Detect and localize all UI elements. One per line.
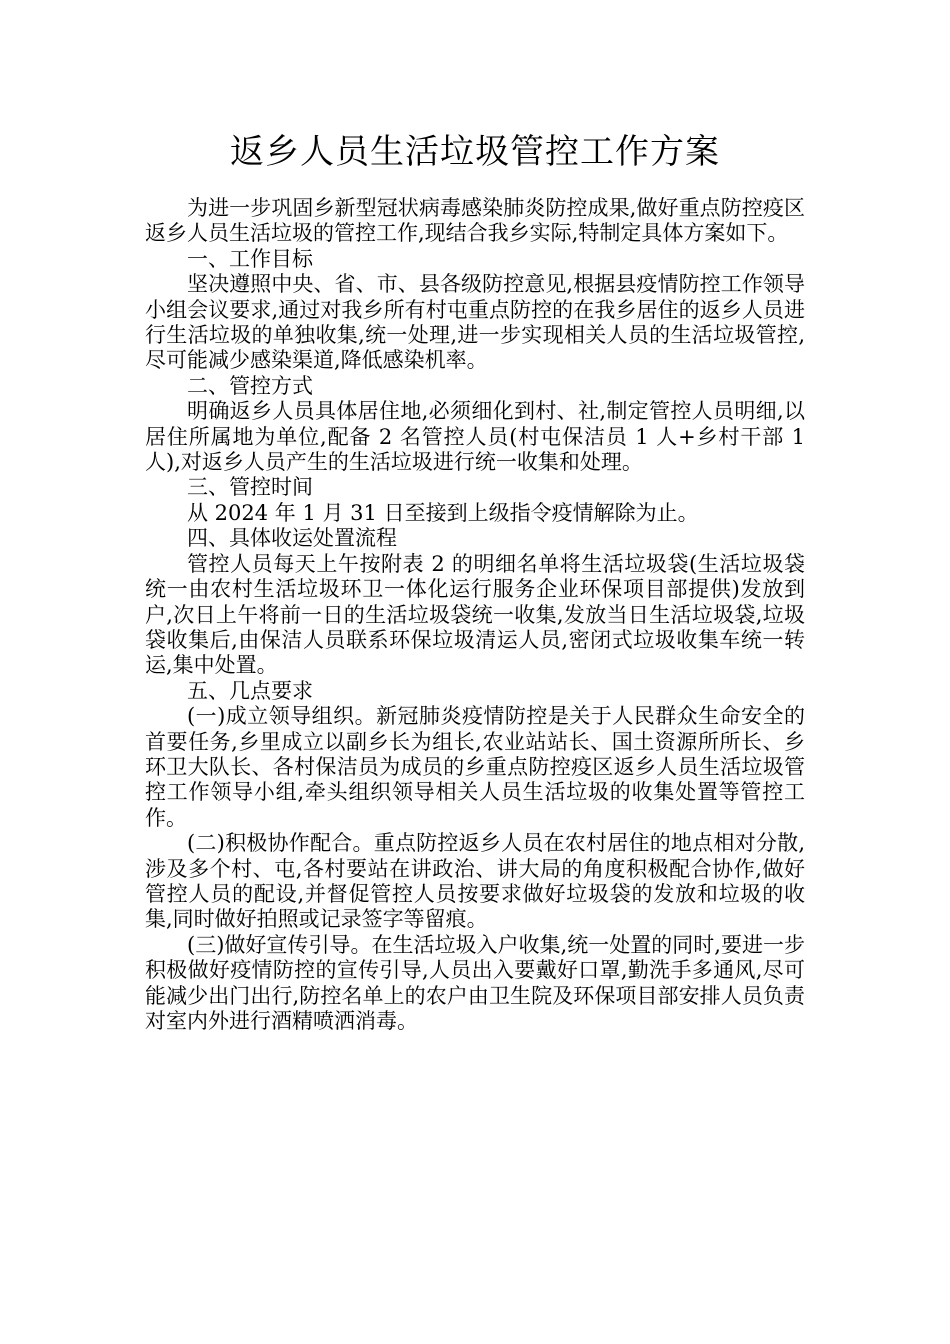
document-page	[145, 0, 805, 1034]
document-title: 返乡人员生活垃圾管控工作方案	[230, 132, 720, 172]
section-heading-goals: 一、工作目标	[187, 246, 313, 271]
requirement-publicity-paragraph: (三)做好宣传引导。在生活垃圾入户收集,统一处置的同时,要进一步积极做好疫情防控的宣传引导,人员出入要戴好口罩,勤洗手多通风,尽可能减少出门出行,防控名单上的农户由卫生院及环保项目部安排人员负责对室内外进行酒精喷洒消毒。	[145, 932, 805, 1033]
section-process-paragraph: 管控人员每天上午按附表 2 的明细名单将生活垃圾袋(生活垃圾袋统一由农村生活垃圾环卫一体化运行服务企业环保项目部提供)发放到户,次日上午将前一日的生活垃圾袋统一收集,发放当日生活垃圾袋,垃圾袋收集后,由保洁人员联系环保垃圾清运人员,密闭式垃圾收集车统一转运,集中处置。	[145, 551, 805, 678]
section-method-paragraph: 明确返乡人员具体居住地,必须细化到村、社,制定管控人员明细,以居住所属地为单位,配备 2 名管控人员(村屯保洁员 1 人+乡村干部 1 人),对返乡人员产生的生活垃圾进行统一收集和处理。	[145, 399, 805, 475]
section-heading-process: 四、具体收运处置流程	[187, 526, 397, 551]
requirement-cooperation-paragraph: (二)积极协作配合。重点防控返乡人员在农村居住的地点相对分散,涉及多个村、屯,各村要站在讲政治、讲大局的角度积极配合协作,做好管控人员的配设,并督促管控人员按要求做好垃圾袋的发放和垃圾的收集,同时做好拍照或记录签字等留痕。	[145, 831, 805, 932]
document-body	[145, 196, 805, 1034]
section-heading-method: 二、管控方式	[187, 373, 313, 398]
intro-paragraph: 为进一步巩固乡新型冠状病毒感染肺炎防控成果,做好重点防控疫区返乡人员生活垃圾的管控工作,现结合我乡实际,特制定具体方案如下。	[145, 196, 805, 246]
section-heading-time: 三、管控时间	[187, 475, 313, 500]
section-goals-paragraph: 坚决遵照中央、省、市、县各级防控意见,根据县疫情防控工作领导小组会议要求,通过对我乡所有村屯重点防控的在我乡居住的返乡人员进行生活垃圾的单独收集,统一处理,进一步实现相关人员的生活垃圾管控,尽可能减少感染渠道,降低感染机率。	[145, 272, 805, 373]
requirement-leadership-paragraph: (一)成立领导组织。新冠肺炎疫情防控是关于人民群众生命安全的首要任务,乡里成立以副乡长为组长,农业站站长、国土资源所所长、乡环卫大队长、各村保洁员为成员的乡重点防控疫区返乡人员生活垃圾管控工作领导小组,牵头组织领导相关人员生活垃圾的收集处置等管控工作。	[145, 704, 805, 830]
section-heading-requirements: 五、几点要求	[187, 678, 313, 703]
section-time-paragraph: 从 2024 年 1 月 31 日至接到上级指令疫情解除为止。	[187, 500, 699, 525]
